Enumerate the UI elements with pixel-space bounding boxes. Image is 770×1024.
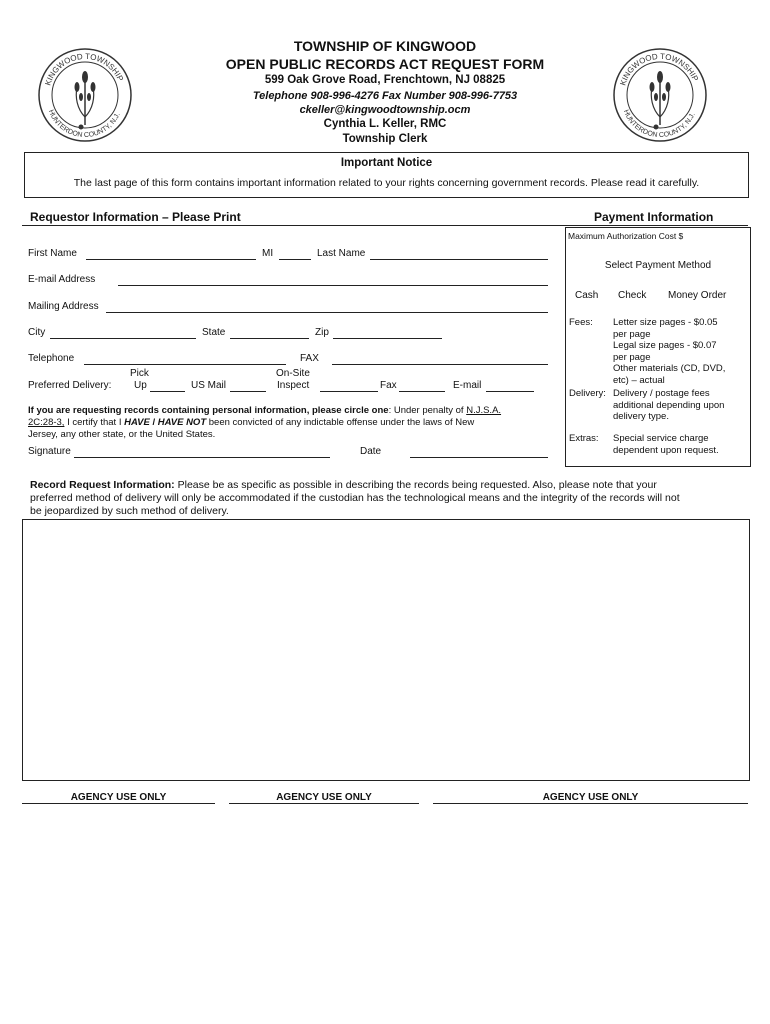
agency-use-3: AGENCY USE ONLY	[433, 792, 748, 804]
important-notice-box	[24, 152, 749, 198]
delivery-fees: Delivery / postage fees additional depending upon delivery type.	[613, 388, 725, 422]
svg-text:HUNTERDON COUNTY, N.J.: HUNTERDON COUNTY, N.J.	[46, 108, 122, 140]
telephone-field[interactable]	[84, 364, 286, 365]
notice-title: Important Notice	[340, 157, 433, 169]
agency-use-2: AGENCY USE ONLY	[229, 792, 419, 804]
extras-fees: Special service charge dependent upon request.	[613, 433, 719, 456]
requestor-heading: Requestor Information – Please Print	[30, 210, 241, 224]
clerk-name: Cynthia L. Keller, RMC	[323, 118, 447, 130]
form-title-township: TOWNSHIP OF KINGWOOD	[293, 38, 477, 54]
section-divider	[22, 225, 748, 226]
have-not-option[interactable]: HAVE NOT	[157, 417, 207, 428]
fees-list: Letter size pages - $0.05 per page Legal size pages - $0.07 per page Other materials (CD, DVD, etc) – actual	[613, 317, 726, 386]
preferred-delivery-label: Preferred Delivery:	[28, 380, 112, 391]
record-request-textarea[interactable]	[22, 519, 750, 781]
mi-field[interactable]	[279, 259, 311, 260]
agency-use-1: AGENCY USE ONLY	[22, 792, 215, 804]
clerk-title: Township Clerk	[342, 133, 428, 145]
address: 599 Oak Grove Road, Frenchtown, NJ 08825	[264, 74, 506, 86]
cash-option[interactable]: Cash	[575, 290, 599, 301]
fees-label: Fees:	[569, 317, 593, 328]
pickup-option-field[interactable]	[150, 391, 185, 392]
select-payment-label: Select Payment Method	[604, 260, 712, 271]
email-option-field[interactable]	[486, 391, 534, 392]
pickup-option-label: Up	[134, 380, 147, 391]
cert-bold: If you are requesting records containing personal information, please circle one	[28, 405, 389, 416]
payment-box	[565, 227, 751, 467]
city-label: City	[28, 327, 46, 338]
payment-heading: Payment Information	[594, 210, 714, 224]
email-option-label: E-mail	[453, 380, 482, 391]
notice-text: The last page of this form contains important information related to your rights concerning government records. Please read it carefully.	[73, 177, 700, 189]
have-option[interactable]: HAVE	[124, 417, 150, 428]
form-title: OPEN PUBLIC RECORDS ACT REQUEST FORM	[225, 56, 545, 72]
date-field[interactable]	[410, 457, 548, 458]
first-name-field[interactable]	[86, 259, 256, 260]
fax-label: FAX	[300, 353, 319, 364]
last-name-label: Last Name	[317, 248, 366, 259]
mailing-address-label: Mailing Address	[28, 301, 99, 312]
city-field[interactable]	[50, 338, 196, 339]
certification-text: If you are requesting records containing personal information, please circle one: Under penalty of N.J.S.A. 2C:28-3, I certify that I HAVE / HAVE NOT been convicted of any indictable offense under the laws of New Jersey, any other state, or the United States.	[28, 405, 502, 440]
mi-label: MI	[262, 248, 274, 259]
svg-text:KINGWOOD TOWNSHIP: KINGWOOD TOWNSHIP	[43, 51, 125, 87]
inspect-option-label: Inspect	[277, 380, 310, 391]
fax-option-label: Fax	[380, 380, 397, 391]
usmail-option-field[interactable]	[230, 391, 266, 392]
state-label: State	[202, 327, 226, 338]
first-name-label: First Name	[28, 248, 77, 259]
svg-text:KINGWOOD TOWNSHIP: KINGWOOD TOWNSHIP	[618, 51, 700, 87]
max-auth-cost: Maximum Authorization Cost $	[568, 231, 684, 241]
clerk-email: ckeller@kingwoodtownship.ocm	[299, 104, 471, 116]
fax-option-field[interactable]	[399, 391, 445, 392]
state-field[interactable]	[230, 338, 309, 339]
phone-fax: Telephone 908-996-4276 Fax Number 908-996-7753	[252, 90, 518, 102]
signature-field[interactable]	[74, 457, 330, 458]
money-order-option[interactable]: Money Order	[668, 290, 727, 301]
svg-text:HUNTERDON COUNTY, N.J.: HUNTERDON COUNTY, N.J.	[621, 108, 697, 140]
pick-label: Pick	[130, 368, 149, 379]
zip-field[interactable]	[333, 338, 442, 339]
onsite-label: On-Site	[276, 368, 310, 379]
date-label: Date	[360, 446, 382, 457]
extras-label: Extras:	[569, 433, 599, 444]
mailing-address-field[interactable]	[106, 312, 548, 313]
email-field[interactable]	[118, 285, 548, 286]
township-seal-right	[612, 47, 708, 143]
inspect-option-field[interactable]	[320, 391, 378, 392]
telephone-label: Telephone	[28, 353, 75, 364]
zip-label: Zip	[315, 327, 329, 338]
usmail-option-label: US Mail	[191, 380, 227, 391]
check-option[interactable]: Check	[618, 290, 647, 301]
record-request-instructions: Record Request Information: Please be as specific as possible in describing the records being requested. Also, please note that your preferred method of delivery will only be accommodated if the custodian has the technological means and the integrity of the records will not be jeopardized by such method of delivery.	[30, 479, 680, 517]
delivery-label: Delivery:	[569, 388, 606, 399]
email-label: E-mail Address	[28, 274, 96, 285]
signature-label: Signature	[28, 446, 71, 457]
township-seal-left	[37, 47, 133, 143]
last-name-field[interactable]	[370, 259, 548, 260]
fax-field[interactable]	[332, 364, 548, 365]
record-request-heading: Record Request Information:	[30, 479, 175, 491]
